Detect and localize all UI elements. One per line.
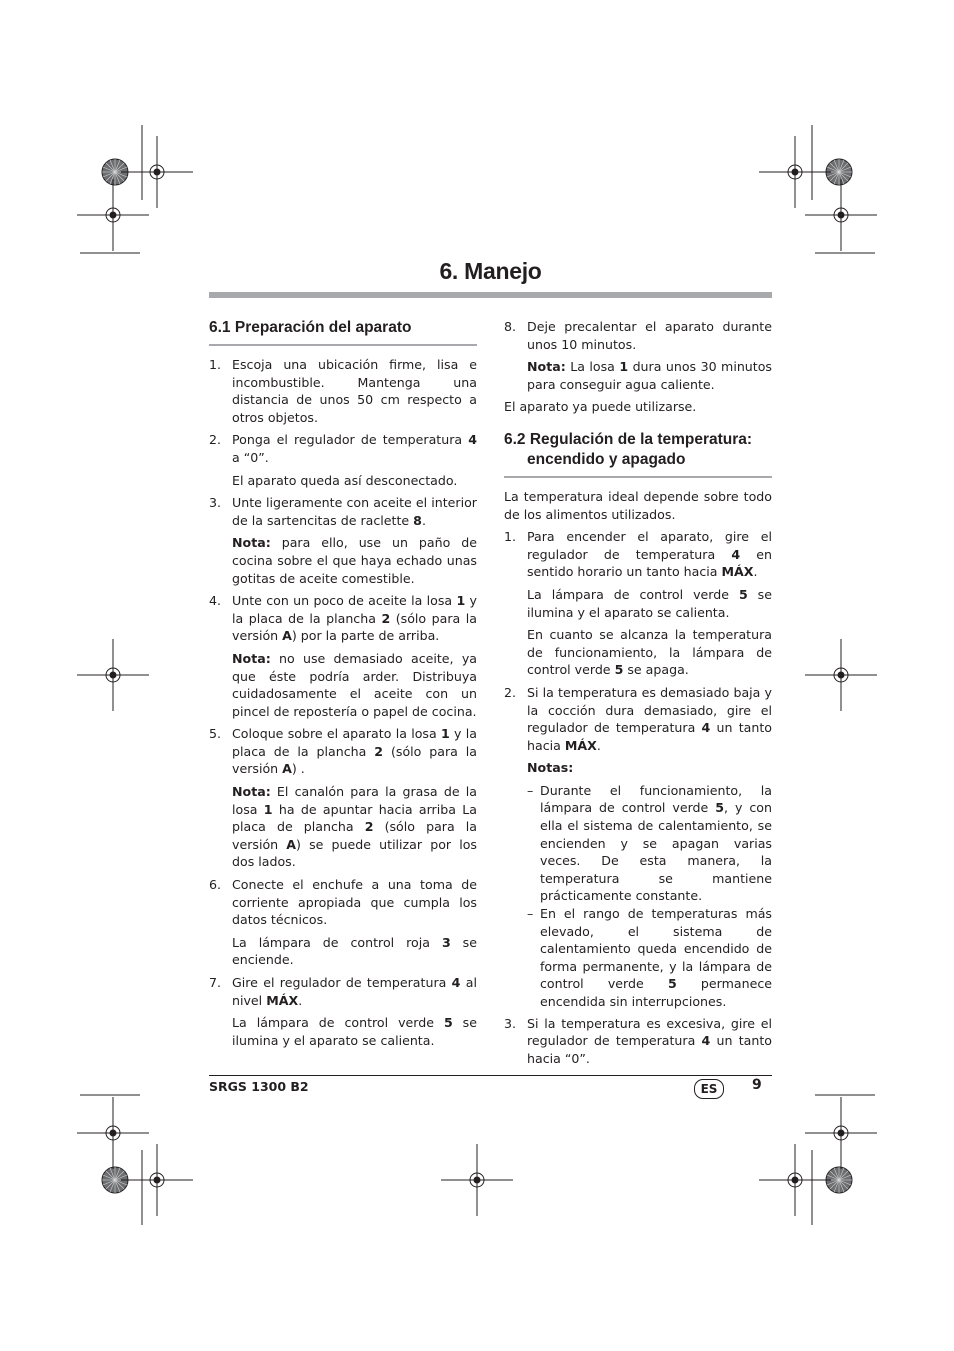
item-note: Nota: no use demasiado aceite, ya que éste podría arder. Distribuya cuidadosamente el aceite con un pincel de repostería o papel de cocina. <box>232 650 477 719</box>
item-note: Nota: El canalón para la grasa de la losa 1 ha de apuntar hacia arriba La placa de plancha 2 (sólo para la versión A) se puede utilizar por los dos lados. <box>232 784 477 870</box>
item-number: 1. <box>209 357 222 372</box>
note-item: – En el rango de temperaturas más elevado, el sistema de calentamiento queda encendido de forma permanente, y la lámpara de control verde 5 permanece encendida sin interrupciones. <box>527 906 773 1009</box>
list-item <box>209 431 477 489</box>
crosshair-dot <box>154 1177 160 1183</box>
page-number: 9 <box>752 1077 762 1093</box>
item-number: 2. <box>209 432 222 448</box>
item-subtext: El aparato queda así desconectado. <box>232 472 458 488</box>
heading-rule <box>209 344 477 346</box>
section-right-column <box>504 318 772 1072</box>
item-text: Escoja una ubicación firme, lisa e incombustible. Mantenga una distancia de unos 50 cm respecto a otros objetos. <box>232 357 477 425</box>
item-text: Deje precalentar el aparato durante unos 10 minutos. <box>527 319 772 352</box>
item-subtext: La lámpara de control roja 3 se enciende. <box>232 934 477 968</box>
item-text: Si la temperatura es excesiva, gire el regulador de temperatura 4 un tanto hacia “0”. <box>527 1015 772 1066</box>
crosshair-dot <box>110 672 116 678</box>
list-item <box>209 592 477 720</box>
item-subtext: La lámpara de control verde 5 se ilumina y el aparato se calienta. <box>527 586 772 620</box>
item-text: Si la temperatura es demasiado baja y la cocción dura demasiado, gire el regulador de temperatura 4 un tanto hacia MÁX. <box>527 684 772 753</box>
list-item <box>209 876 477 969</box>
notes-label: Notas: <box>527 760 574 776</box>
list-item <box>504 318 772 393</box>
crosshair-dot <box>110 212 116 218</box>
item-subtext: La lámpara de control verde 5 se ilumina y el aparato se calienta. <box>232 1015 477 1048</box>
item-number: 7. <box>209 975 222 990</box>
item-number: 2. <box>504 684 517 700</box>
crosshair-dot <box>154 169 160 175</box>
list-item <box>209 725 477 871</box>
note-item: – Durante el funcionamiento, la lámpara de control verde 5, y con ella el sistema de calentamiento, se encienden y se apagan varias veces. De esta manera, la temperatura se mantiene prácticamente constante. <box>527 782 772 904</box>
heading-rule <box>504 476 772 478</box>
item-subtext: En cuanto se alcanza la temperatura de funcionamiento, la lámpara de control verde 5 se apaga. <box>527 627 772 678</box>
list-item <box>504 684 772 1011</box>
section-preparacion <box>209 318 477 1054</box>
section-heading-regulacion: 6.2 Regulación de la temperatura: encendido y apagado <box>504 430 753 468</box>
item-number: 6. <box>209 877 222 893</box>
item-number: 8. <box>504 319 517 334</box>
crosshair-dot <box>838 1130 844 1136</box>
crosshair-dot <box>474 1177 480 1183</box>
item-note: Nota: para ello, use un paño de cocina sobre el que haya echado unas gotitas de aceite comestible. <box>232 535 477 586</box>
intro-text: La temperatura ideal depende sobre todo de los alimentos utilizados. <box>504 488 772 522</box>
list-item <box>504 1015 772 1068</box>
item-text: Gire el regulador de temperatura 4 al nivel MÁX. <box>232 975 477 1008</box>
notes-list <box>527 782 772 1011</box>
list-item <box>209 356 477 426</box>
item-text: Unte ligeramente con aceite el interior de la sartencitas de raclette 8. <box>232 495 477 528</box>
language-badge: ES <box>694 1079 724 1099</box>
item-note: Nota: La losa 1 dura unos 30 minutos para conseguir agua caliente. <box>527 359 772 392</box>
item-number: 3. <box>209 495 222 511</box>
item-number: 4. <box>209 593 222 609</box>
title-rule <box>209 292 772 298</box>
footer-rule <box>209 1075 772 1076</box>
section-heading: 6.1 Preparación del aparato <box>209 319 412 336</box>
crosshair-dot <box>838 212 844 218</box>
item-number: 5. <box>209 726 222 742</box>
item-text: Coloque sobre el aparato la losa 1 y la placa de la plancha 2 (sólo para la versión A) . <box>232 726 478 777</box>
closing-text: El aparato ya puede utilizarse. <box>504 399 697 415</box>
list-item <box>209 974 477 1049</box>
steps-list <box>209 356 477 1049</box>
crosshair-dot <box>110 1130 116 1136</box>
item-text: Ponga el regulador de temperatura 4 a “0”. <box>232 432 477 465</box>
list-item <box>209 494 477 587</box>
list-item <box>504 528 772 679</box>
regulation-steps-list <box>504 528 772 1067</box>
item-text: Conecte el enchufe a una toma de corriente apropiada que cumpla los datos técnicos. <box>232 877 477 928</box>
crosshair-dot <box>792 169 798 175</box>
item-text: Para encender el aparato, gire el regulador de temperatura 4 en sentido horario un tanto hacia MÁX. <box>527 529 772 580</box>
crosshair-dot <box>838 672 844 678</box>
item-number: 1. <box>504 529 517 545</box>
model-number: SRGS 1300 B2 <box>209 1079 309 1094</box>
item-text: Unte con un poco de aceite la losa 1 y la placa de la plancha 2 (sólo para la versión A) por la parte de arriba. <box>232 593 478 644</box>
crosshair-dot <box>792 1177 798 1183</box>
item-number: 3. <box>504 1015 517 1031</box>
steps-list-continued <box>504 318 772 393</box>
page-title: 6. Manejo <box>439 258 542 284</box>
